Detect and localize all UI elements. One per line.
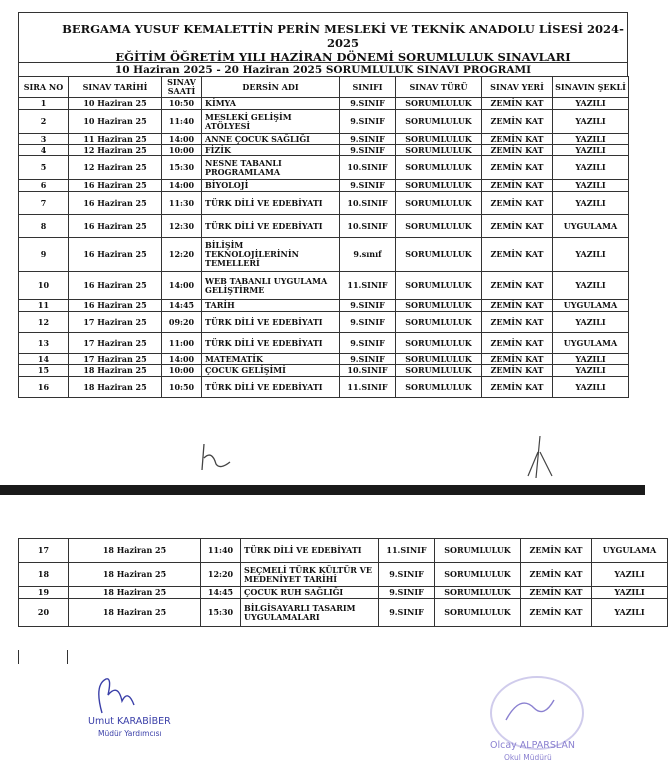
table-cell: BİLGİSAYARLI TASARIM UYGULAMALARI (241, 599, 379, 627)
table-cell: 9.SINIF (379, 563, 435, 587)
table-cell: 9.SINIF (340, 180, 396, 192)
program-subtitle: 10 Haziran 2025 - 20 Haziran 2025 SORUMLULUK SINAVI PROGRAMI (18, 62, 628, 77)
table-cell: SORUMLULUK (396, 354, 482, 365)
document-header (18, 12, 628, 63)
table-cell: YAZILI (592, 563, 668, 587)
table-cell: 11.SINIF (379, 539, 435, 563)
table-cell: ZEMİN KAT (482, 215, 553, 238)
table-cell: SORUMLULUK (435, 563, 521, 587)
table-cell: 13 (19, 333, 69, 354)
table-row (19, 180, 629, 192)
table-cell: 14:00 (162, 354, 202, 365)
table-cell: YAZILI (553, 98, 629, 110)
table-cell: 9.SINIF (340, 134, 396, 145)
table-cell: 4 (19, 145, 69, 156)
table-cell: UYGULAMA (592, 539, 668, 563)
table-cell: SORUMLULUK (396, 98, 482, 110)
table-row (19, 365, 629, 377)
table-row (19, 192, 629, 215)
table-cell: ZEMİN KAT (482, 354, 553, 365)
table-cell: WEB TABANLI UYGULAMA GELİŞTİRME (202, 272, 340, 300)
table-cell: SORUMLULUK (396, 180, 482, 192)
table-cell: 10:00 (162, 145, 202, 156)
column-header: SIRA NO (19, 77, 69, 98)
table-cell: SORUMLULUK (435, 539, 521, 563)
table-cell: 12:20 (162, 238, 202, 272)
table-cell: 11.SINIF (340, 272, 396, 300)
table-row (19, 599, 668, 627)
column-header: SINAV TARİHİ (69, 77, 162, 98)
table-cell: 1 (19, 98, 69, 110)
column-header: DERSİN ADI (202, 77, 340, 98)
table-cell: 16 Haziran 25 (69, 238, 162, 272)
table-cell: 9.sınıf (340, 238, 396, 272)
table-cell: 12 Haziran 25 (69, 145, 162, 156)
table-cell: TÜRK DİLİ VE EDEBİYATI (202, 215, 340, 238)
table-cell: 10:50 (162, 377, 202, 398)
table-cell: 9.SINIF (340, 312, 396, 333)
table-cell: YAZILI (553, 365, 629, 377)
page-divider (0, 485, 645, 495)
table-cell: ZEMİN KAT (482, 238, 553, 272)
table-cell: 7 (19, 192, 69, 215)
table-cell: SORUMLULUK (396, 192, 482, 215)
table-row (19, 354, 629, 365)
table-cell: 20 (19, 599, 69, 627)
table-cell: YAZILI (553, 312, 629, 333)
table-cell: 14:45 (201, 587, 241, 599)
table-cell: 12 (19, 312, 69, 333)
table-cell: 10 Haziran 25 (69, 98, 162, 110)
table-cell: ZEMİN KAT (482, 272, 553, 300)
table-cell: UYGULAMA (553, 300, 629, 312)
table-cell: 6 (19, 180, 69, 192)
table-cell: ÇOCUK RUH SAĞLIĞI (241, 587, 379, 599)
table-cell: BİYOLOJİ (202, 180, 340, 192)
table-cell: 10:50 (162, 98, 202, 110)
table-cell: ZEMİN KAT (482, 110, 553, 134)
table-cell: ZEMİN KAT (482, 300, 553, 312)
table-cell: TÜRK DİLİ VE EDEBİYATI (241, 539, 379, 563)
table-cell: ZEMİN KAT (482, 145, 553, 156)
table-cell: FİZİK (202, 145, 340, 156)
table-cell: UYGULAMA (553, 333, 629, 354)
table-cell: 16 Haziran 25 (69, 300, 162, 312)
table-cell: SORUMLULUK (396, 215, 482, 238)
table-cell: 18 Haziran 25 (69, 365, 162, 377)
table-cell: KİMYA (202, 98, 340, 110)
table-cell: ZEMİN KAT (482, 377, 553, 398)
table-cell: SORUMLULUK (396, 238, 482, 272)
table-cell: ZEMİN KAT (482, 312, 553, 333)
table-row (19, 272, 629, 300)
table-cell: 9.SINIF (340, 145, 396, 156)
table-cell: 10.SINIF (340, 365, 396, 377)
table-cell: YAZILI (553, 354, 629, 365)
table-cell: 10 (19, 272, 69, 300)
table-cell: YAZILI (553, 134, 629, 145)
table-row (19, 563, 668, 587)
table-cell: YAZILI (553, 238, 629, 272)
table-cell: YAZILI (553, 156, 629, 180)
table-cell: ZEMİN KAT (482, 180, 553, 192)
exam-schedule-table-continued (18, 538, 668, 627)
table-cell: 3 (19, 134, 69, 145)
signature-olcay (500, 690, 560, 730)
table-cell: YAZILI (553, 145, 629, 156)
table-cell: YAZILI (592, 587, 668, 599)
signer-left-name: Umut KARABİBER (88, 716, 171, 727)
table-cell: 12 Haziran 25 (69, 156, 162, 180)
table-row (19, 110, 629, 134)
table-cell: ZEMİN KAT (521, 539, 592, 563)
table-cell: 14:45 (162, 300, 202, 312)
table-row (19, 134, 629, 145)
table-cell: SORUMLULUK (396, 377, 482, 398)
table-cell: 19 (19, 587, 69, 599)
table-cell: SORUMLULUK (435, 599, 521, 627)
table-row (19, 539, 668, 563)
table-cell: SORUMLULUK (396, 134, 482, 145)
table-cell: 14:00 (162, 134, 202, 145)
table-cell: 11:30 (162, 192, 202, 215)
signature-mark-left (196, 440, 236, 474)
header-line-1: BERGAMA YUSUF KEMALETTİN PERİN MESLEKİ VE TEKNİK ANADOLU LİSESİ 2024-2025 (62, 22, 624, 50)
table-cell: ÇOCUK GELİŞİMİ (202, 365, 340, 377)
table-cell: SORUMLULUK (396, 110, 482, 134)
table-cell: ANNE ÇOCUK SAĞLIĞI (202, 134, 340, 145)
table-cell: 17 Haziran 25 (69, 354, 162, 365)
table-cell: SORUMLULUK (396, 300, 482, 312)
table-row (19, 156, 629, 180)
table-cell: BİLİŞİM TEKNOLOJİLERİNİN TEMELLERİ (202, 238, 340, 272)
table-cell: 15:30 (201, 599, 241, 627)
table-cell: 15 (19, 365, 69, 377)
table-cell: ZEMİN KAT (482, 333, 553, 354)
table-cell: 9.SINIF (340, 300, 396, 312)
table-cell: ZEMİN KAT (482, 365, 553, 377)
table-cell: 12:20 (201, 563, 241, 587)
table-row (19, 145, 629, 156)
header-line-2: EĞİTİM ÖĞRETİM YILI HAZİRAN DÖNEMİ SORUMLULUK SINAVLARI (115, 50, 571, 64)
column-header: SINAVIN ŞEKLİ (553, 77, 629, 98)
table-cell: NESNE TABANLI PROGRAMLAMA (202, 156, 340, 180)
table-cell: YAZILI (553, 180, 629, 192)
exam-schedule-table (18, 76, 629, 398)
table-cell: 9.SINIF (340, 98, 396, 110)
table-cell: 8 (19, 215, 69, 238)
table-cell: 18 Haziran 25 (69, 587, 201, 599)
table-cell: SORUMLULUK (396, 312, 482, 333)
table-cell: 15:30 (162, 156, 202, 180)
table-cell: 18 (19, 563, 69, 587)
table-cell: YAZILI (592, 599, 668, 627)
table-cell: 14:00 (162, 180, 202, 192)
column-header: SINIFI (340, 77, 396, 98)
table-cell: YAZILI (553, 110, 629, 134)
table-cell: SORUMLULUK (396, 333, 482, 354)
table-cell: SORUMLULUK (396, 145, 482, 156)
table-row (19, 312, 629, 333)
table-cell: SEÇMELİ TÜRK KÜLTÜR VE MEDENİYET TARİHİ (241, 563, 379, 587)
table-cell: YAZILI (553, 272, 629, 300)
table-cell: YAZILI (553, 192, 629, 215)
table-cell: ZEMİN KAT (482, 134, 553, 145)
table-cell: 16 Haziran 25 (69, 215, 162, 238)
table-cell: TÜRK DİLİ VE EDEBİYATI (202, 333, 340, 354)
table-cell: 18 Haziran 25 (69, 377, 162, 398)
table-cell: 14 (19, 354, 69, 365)
table-cell: 5 (19, 156, 69, 180)
table-row (19, 215, 629, 238)
table-cell: 18 Haziran 25 (69, 599, 201, 627)
table-cell: SORUMLULUK (396, 272, 482, 300)
table-cell: ZEMİN KAT (521, 563, 592, 587)
table-row (19, 238, 629, 272)
table-cell: UYGULAMA (553, 215, 629, 238)
table-cell: 17 Haziran 25 (69, 312, 162, 333)
table-row (19, 333, 629, 354)
table-cell: 16 Haziran 25 (69, 272, 162, 300)
table-row (19, 377, 629, 398)
table-cell: 12:30 (162, 215, 202, 238)
table-cell: ZEMİN KAT (521, 599, 592, 627)
column-header: SINAV TÜRÜ (396, 77, 482, 98)
table-cell: TÜRK DİLİ VE EDEBİYATI (202, 377, 340, 398)
signature-umut (88, 675, 148, 717)
table-cell: 14:00 (162, 272, 202, 300)
table-cell: ZEMİN KAT (521, 587, 592, 599)
table-cell: 2 (19, 110, 69, 134)
table-cell: SORUMLULUK (435, 587, 521, 599)
table-cell: 17 Haziran 25 (69, 333, 162, 354)
table-cell: MATEMATİK (202, 354, 340, 365)
table-cell: 10 Haziran 25 (69, 110, 162, 134)
table-row (19, 98, 629, 110)
table-cell: 11 (19, 300, 69, 312)
table-cell: 17 (19, 539, 69, 563)
table-cell: SORUMLULUK (396, 156, 482, 180)
table-cell: YAZILI (553, 377, 629, 398)
table-cell: ZEMİN KAT (482, 192, 553, 215)
table-cell: 9.SINIF (340, 354, 396, 365)
table-row (19, 300, 629, 312)
signature-mark-right (520, 432, 560, 482)
table-cell: TÜRK DİLİ VE EDEBİYATI (202, 312, 340, 333)
signer-right-title: Okul Müdürü (504, 753, 552, 762)
table-cell: 10.SINIF (340, 156, 396, 180)
table-cell: 10.SINIF (340, 192, 396, 215)
table-row (19, 587, 668, 599)
signer-left-title: Müdür Yardımcısı (98, 729, 162, 738)
table-cell: 11:40 (162, 110, 202, 134)
table-cell: 10.SINIF (340, 215, 396, 238)
table-cell: TÜRK DİLİ VE EDEBİYATI (202, 192, 340, 215)
table-cell: 9 (19, 238, 69, 272)
table-cell: 16 Haziran 25 (69, 180, 162, 192)
table-header-row (19, 77, 629, 98)
table-cell: ZEMİN KAT (482, 156, 553, 180)
table-cell: 16 Haziran 25 (69, 192, 162, 215)
table-cell: 18 Haziran 25 (69, 539, 201, 563)
signer-right-name: Olcay ALPARSLAN (490, 740, 575, 751)
table-cell: MESLEKİ GELİŞİM ATÖLYESİ (202, 110, 340, 134)
table-cell: 16 (19, 377, 69, 398)
table-cell: 9.SINIF (340, 333, 396, 354)
table-cell: 09:20 (162, 312, 202, 333)
table-cell: 9.SINIF (340, 110, 396, 134)
table-cell: 11.SINIF (340, 377, 396, 398)
table-cell: 9.SINIF (379, 599, 435, 627)
column-header: SINAV SAATİ (162, 77, 202, 98)
table-cell: 9.SINIF (379, 587, 435, 599)
table-cell: 11:00 (162, 333, 202, 354)
table-cell: 11 Haziran 25 (69, 134, 162, 145)
table-trailing-cell (18, 650, 68, 664)
table-cell: SORUMLULUK (396, 365, 482, 377)
table-cell: 11:40 (201, 539, 241, 563)
table-cell: 10:00 (162, 365, 202, 377)
column-header: SINAV YERİ (482, 77, 553, 98)
table-cell: 18 Haziran 25 (69, 563, 201, 587)
table-cell: TARİH (202, 300, 340, 312)
table-cell: ZEMİN KAT (482, 98, 553, 110)
